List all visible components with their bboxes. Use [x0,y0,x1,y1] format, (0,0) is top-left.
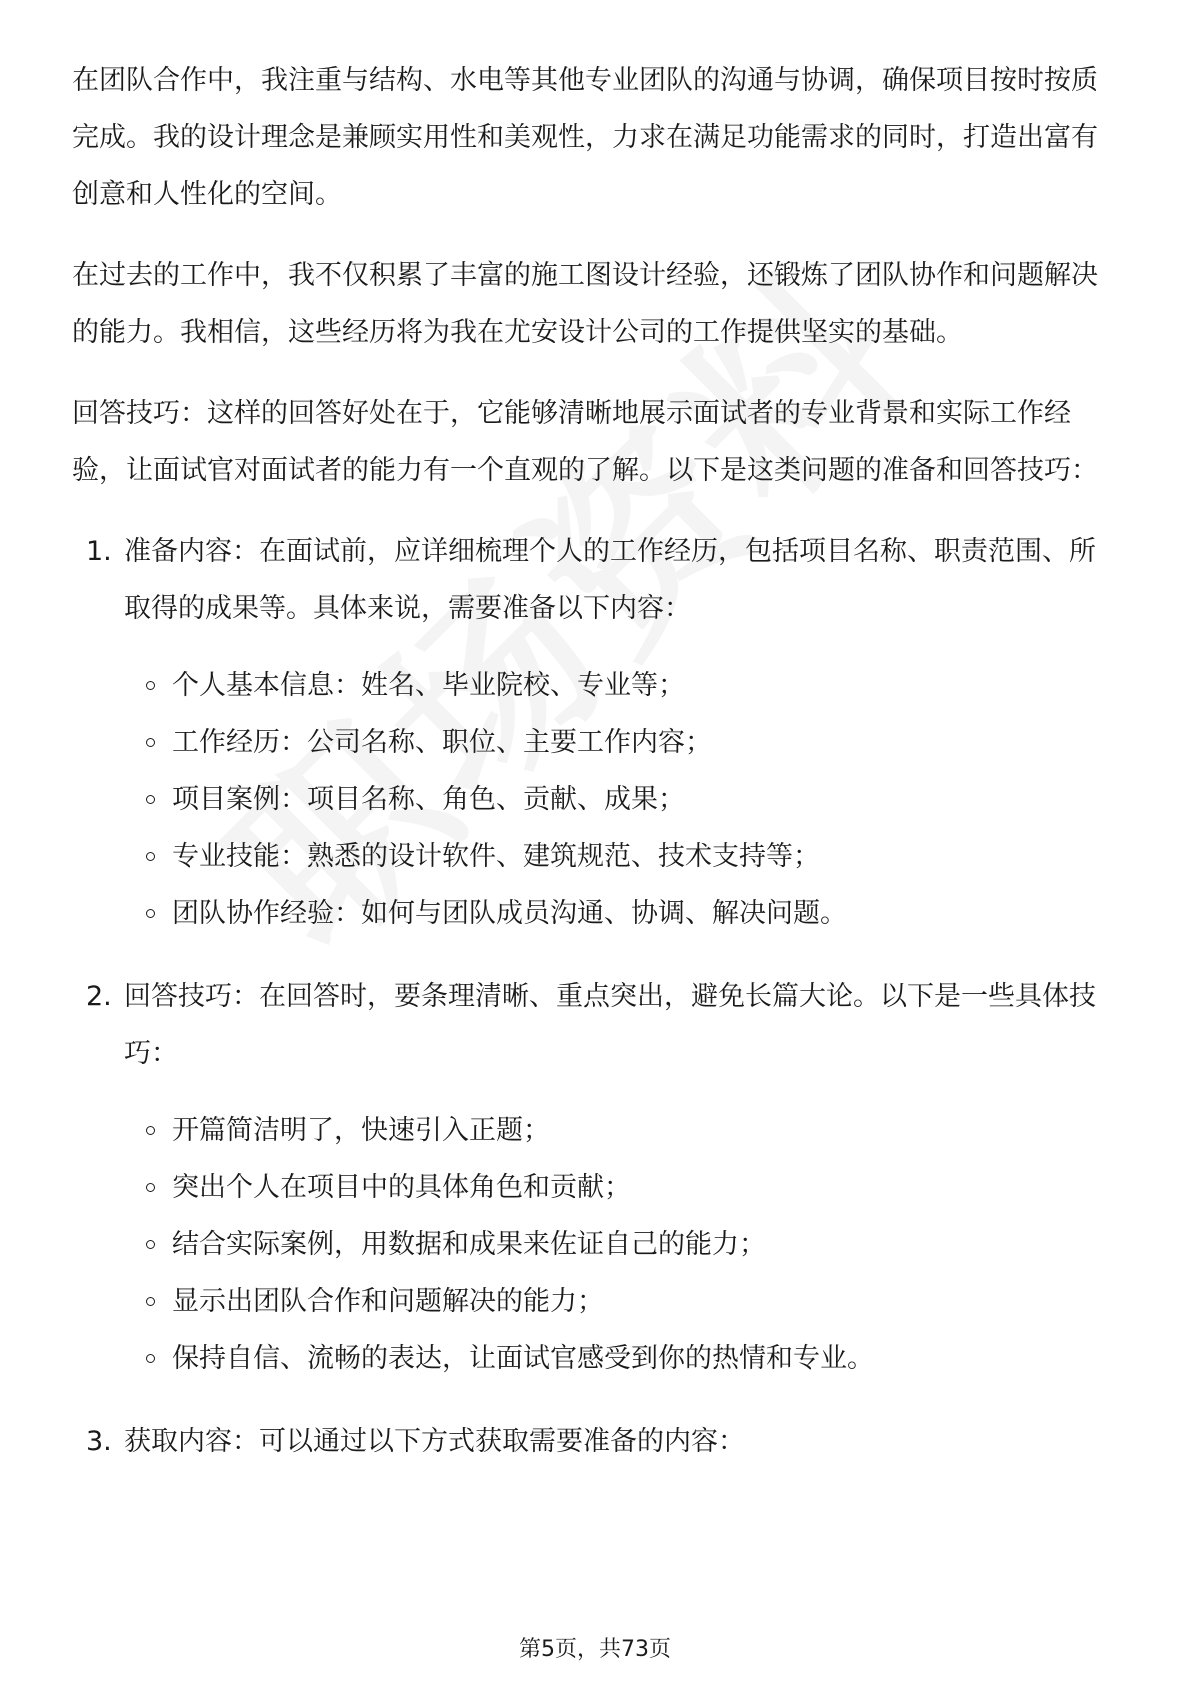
list-item: 保持自信、流畅的表达，让面试官感受到你的热情和专业。 [124,1330,1118,1387]
list-item-text: 回答技巧：在回答时，要条理清晰、重点突出，避免长篇大论。以下是一些具体技巧： [124,981,1096,1069]
list-item: 专业技能：熟悉的设计软件、建筑规范、技术支持等； [124,828,1118,885]
circle-bullet-icon [146,852,155,861]
list-item: 结合实际案例，用数据和成果来佐证自己的能力； [124,1216,1118,1273]
circle-bullet-icon [146,681,155,690]
list-item: 项目案例：项目名称、角色、贡献、成果； [124,771,1118,828]
list-item: 显示出团队合作和问题解决的能力； [124,1273,1118,1330]
page-number: 第5页，共73页 [519,1637,671,1662]
ordered-list-item [72,1413,1118,1470]
circle-bullet-icon [146,795,155,804]
paragraph: 回答技巧：这样的回答好处在于，它能够清晰地展示面试者的专业背景和实际工作经验，让面试官对面试者的能力有一个直观的了解。以下是这类问题的准备和回答技巧： [72,398,1098,486]
circle-bullet-icon [146,1183,155,1192]
ordered-list-item [72,968,1118,1387]
circle-bullet-icon [146,909,155,918]
paragraph: 在团队合作中，我注重与结构、水电等其他专业团队的沟通与协调，确保项目按时按质完成。我的设计理念是兼顾实用性和美观性，力求在满足功能需求的同时，打造出富有创意和人性化的空间。 [72,65,1098,210]
list-number: 2. [86,981,112,1012]
bullet-list [124,1102,1118,1387]
document-body [72,52,1118,1492]
list-item: 开篇简洁明了，快速引入正题； [124,1102,1118,1159]
bullet-list [124,657,1118,942]
list-item: 个人基本信息：姓名、毕业院校、专业等； [124,657,1118,714]
circle-bullet-icon [146,1126,155,1135]
list-number: 3. [86,1426,112,1457]
list-item-text: 获取内容：可以通过以下方式获取需要准备的内容： [124,1426,745,1457]
list-item: 突出个人在项目中的具体角色和贡献； [124,1159,1118,1216]
list-item-text: 准备内容：在面试前，应详细梳理个人的工作经历，包括项目名称、职责范围、所取得的成果等。具体来说，需要准备以下内容： [124,536,1096,624]
list-item: 团队协作经验：如何与团队成员沟通、协调、解决问题。 [124,885,1118,942]
paragraph: 在过去的工作中，我不仅积累了丰富的施工图设计经验，还锻炼了团队协作和问题解决的能力。我相信，这些经历将为我在尤安设计公司的工作提供坚实的基础。 [72,260,1098,348]
list-item: 工作经历：公司名称、职位、主要工作内容； [124,714,1118,771]
list-number: 1. [86,536,112,567]
ordered-list-item [72,523,1118,942]
circle-bullet-icon [146,1240,155,1249]
circle-bullet-icon [146,1354,155,1363]
circle-bullet-icon [146,738,155,747]
circle-bullet-icon [146,1297,155,1306]
